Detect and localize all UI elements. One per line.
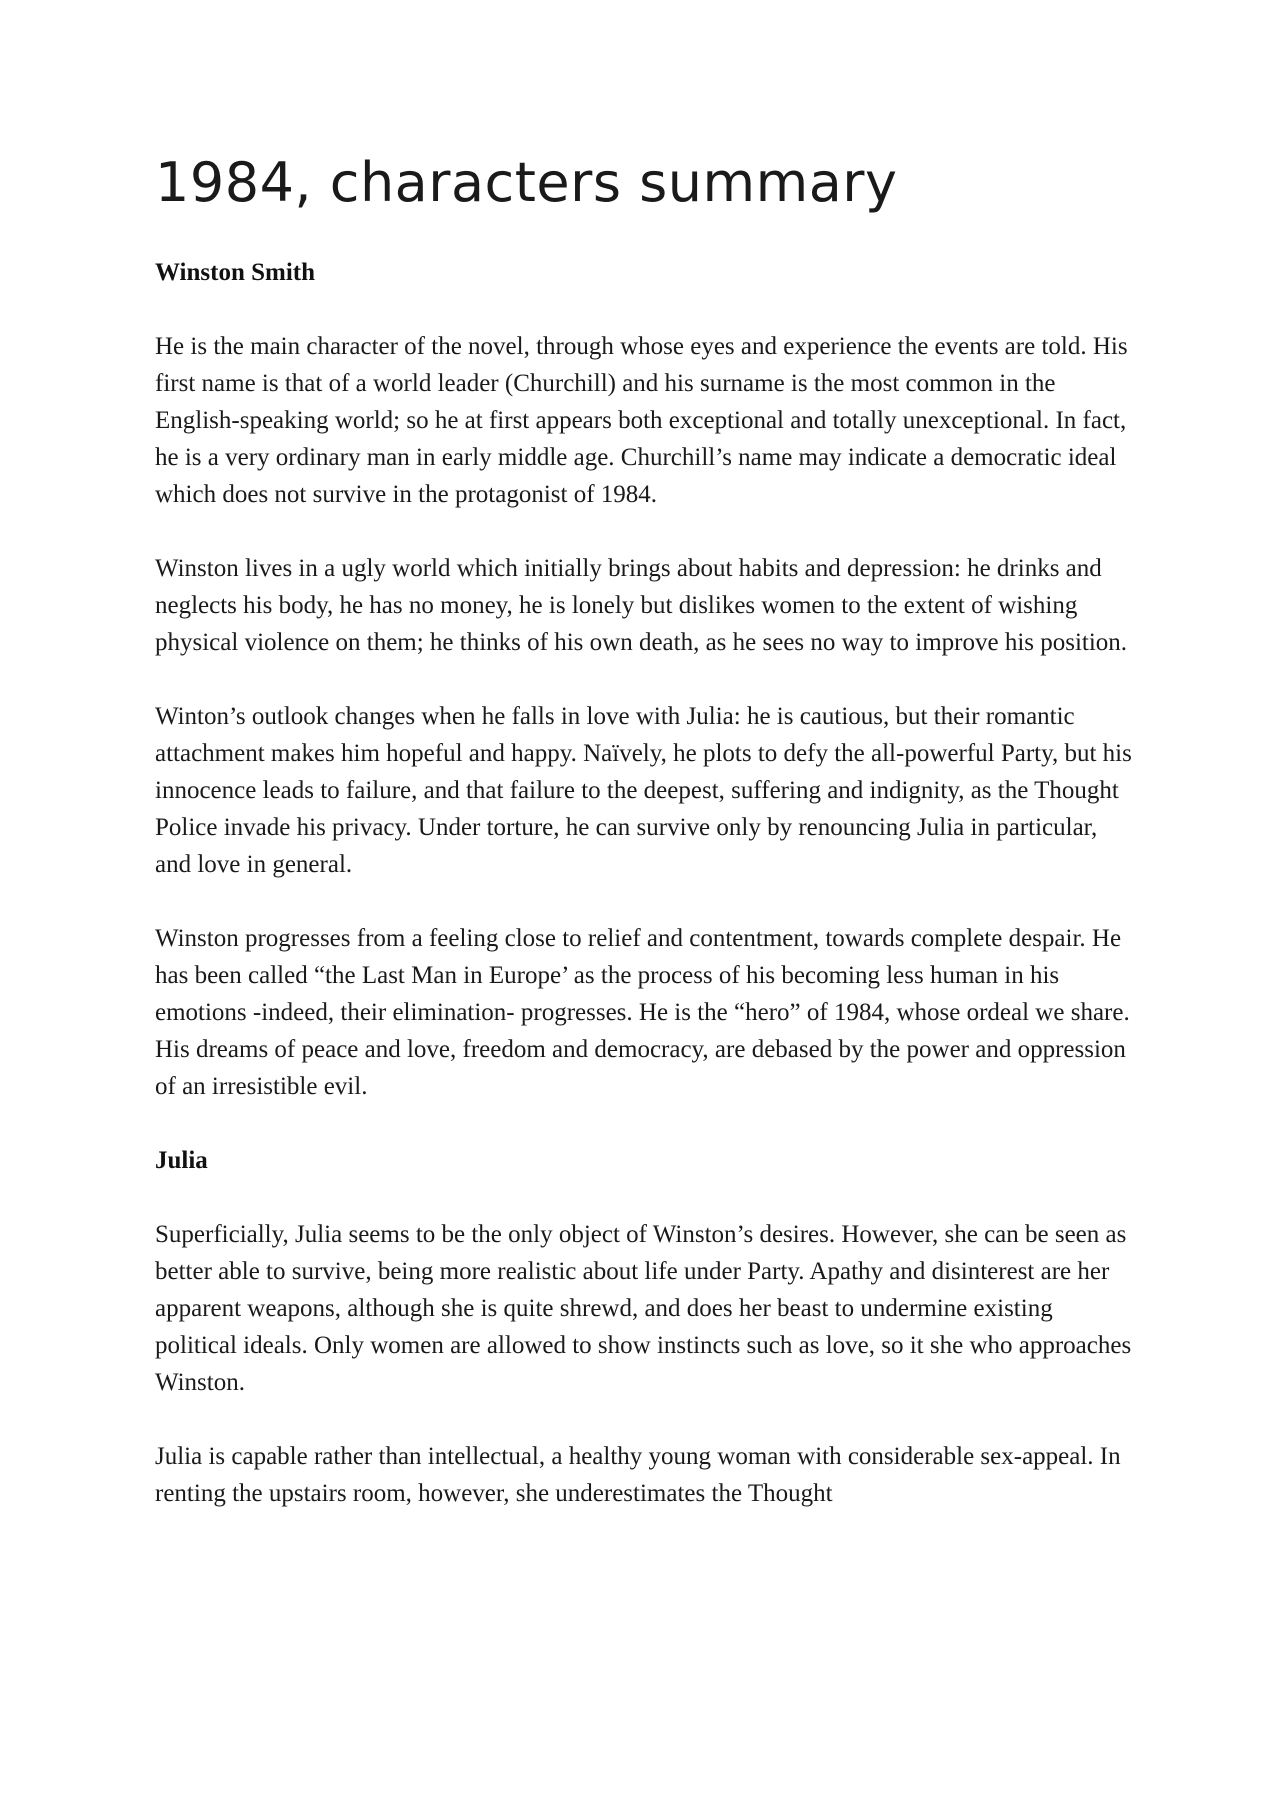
- paragraph: He is the main character of the novel, through whose eyes and experience the events are told. His first name is that of a world leader (Churchill) and his surname is the most common in the English-speaking world; so he at first appears both exceptional and totally unexceptional. In fact, he is a very ordinary man in early middle age. Churchill’s name may indicate a democratic ideal which does not survive in the protagonist of 1984.: [155, 333, 1128, 508]
- paragraph: Julia is capable rather than intellectual, a healthy young woman with considerable sex-appeal. In renting the upstairs room, however, she underestimates the Thought: [155, 1443, 1121, 1507]
- section-heading-winston-smith: Winston Smith: [155, 259, 316, 286]
- paragraph: Winston lives in a ugly world which initially brings about habits and depression: he drinks and neglects his body, he has no money, he is lonely but dislikes women to the extent of wishing physical violence on them; he thinks of his own death, as he sees no way to improve his position.: [155, 555, 1128, 656]
- paragraph: Superficially, Julia seems to be the only object of Winston’s desires. However, she can be seen as better able to survive, being more realistic about life under Party. Apathy and disinterest are her apparent weapons, although she is quite shrewd, and does her beast to undermine existing political ideals. Only women are allowed to show instincts such as love, so it she who approaches Winston.: [155, 1221, 1132, 1396]
- section-heading-julia: Julia: [155, 1147, 208, 1174]
- paragraph: Winston progresses from a feeling close to relief and contentment, towards complete despair. He has been called “the Last Man in Europe’ as the process of his becoming less human in his emotions -indeed, their elimination- progresses. He is the “hero” of 1984, whose ordeal we share. His dreams of peace and love, freedom and democracy, are debased by the power and oppression of an irresistible evil.: [155, 925, 1130, 1100]
- document-content: [155, 150, 1135, 1549]
- page-title: 1984, characters summary: [155, 151, 898, 214]
- paragraph: Winton’s outlook changes when he falls in love with Julia: he is cautious, but their romantic attachment makes him hopeful and happy. Naïvely, he plots to defy the all-powerful Party, but his innocence leads to failure, and that failure to the deepest, suffering and indignity, as the Thought Police invade his privacy. Under torture, he can survive only by renouncing Julia in particular, and love in general.: [155, 703, 1132, 878]
